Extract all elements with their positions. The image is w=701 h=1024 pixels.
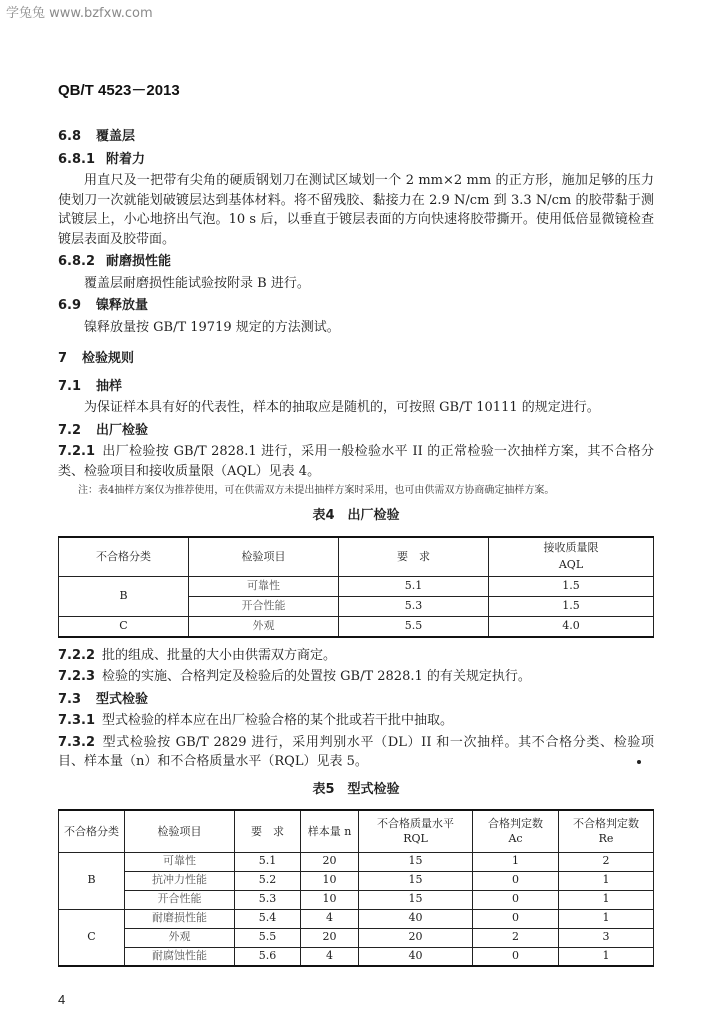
section-title: 耐磨损性能 bbox=[106, 254, 172, 269]
column-header bbox=[489, 537, 654, 577]
column-header: 不合格分类 bbox=[59, 537, 189, 577]
header-line: 不合格判定数 bbox=[573, 816, 639, 830]
table-cell: 可靠性 bbox=[125, 852, 235, 871]
paragraph bbox=[58, 733, 654, 772]
clause-number: 7.2.2 bbox=[58, 647, 96, 663]
table-cell: 5.6 bbox=[235, 947, 301, 966]
table-cell: 1 bbox=[559, 890, 654, 909]
table-note: 注：表4抽样方案仅为推荐使用，可在供需双方未提出抽样方案时采用，也可由供需双方协商确定抽样方案。 bbox=[78, 485, 555, 496]
table-cell: 5.2 bbox=[235, 871, 301, 890]
table-cell: 开合性能 bbox=[189, 597, 339, 617]
paragraph bbox=[58, 667, 654, 687]
section-heading bbox=[58, 127, 654, 147]
table-header-row bbox=[59, 810, 654, 852]
table-cell: 15 bbox=[359, 852, 473, 871]
table-cell: C bbox=[59, 617, 189, 637]
table-cell: 10 bbox=[301, 871, 359, 890]
header-line: RQL bbox=[403, 832, 428, 846]
page-number: 4 bbox=[58, 992, 66, 1007]
section-number: 7.1 bbox=[58, 378, 82, 394]
clause-text: 出厂检验按 GB/T 2828.1 进行，采用一般检验水平 II 的正常检验一次抽样方案，其不合格分类、检验项目和接收质量限（AQL）见表 4。 bbox=[58, 444, 654, 479]
table4 bbox=[58, 536, 654, 638]
column-header: 要 求 bbox=[235, 810, 301, 852]
table-cell: 开合性能 bbox=[125, 890, 235, 909]
header-line: 接收质量限 bbox=[543, 541, 599, 555]
clause-text: 型式检验按 GB/T 2829 进行，采用判别水平（DL）II 和一次抽样。其不合格分类、检验项目、样本量（n）和不合格质量水平（RQL）见表 5。 bbox=[58, 734, 654, 769]
section-title: 覆盖层 bbox=[96, 129, 136, 144]
section-title: 抽样 bbox=[96, 378, 123, 394]
table-cell: 1 bbox=[559, 871, 654, 890]
table-cell: 10 bbox=[301, 890, 359, 909]
table-row bbox=[59, 577, 654, 597]
table-cell: 5.5 bbox=[235, 928, 301, 947]
stray-mark bbox=[637, 760, 641, 764]
table4-title: 表4 出厂检验 bbox=[312, 508, 400, 523]
table-row bbox=[59, 890, 654, 909]
table-cell: 4 bbox=[301, 909, 359, 928]
table-row bbox=[59, 928, 654, 947]
section-number: 6.8.2 bbox=[58, 254, 96, 269]
table-row bbox=[59, 909, 654, 928]
column-header: 不合格分类 bbox=[59, 810, 125, 852]
paragraph: 为保证样本具有好的代表性，样本的抽取应是随机的，可按照 GB/T 10111 的规定进行。 bbox=[84, 400, 600, 415]
table-cell: 20 bbox=[301, 852, 359, 871]
paragraph bbox=[58, 442, 654, 481]
column-header: 要 求 bbox=[339, 537, 489, 577]
clause-number: 7.2.3 bbox=[58, 669, 96, 684]
table-header-row bbox=[59, 537, 654, 577]
table-cell: 1.5 bbox=[489, 577, 654, 597]
section-heading bbox=[58, 296, 654, 316]
section-heading bbox=[58, 150, 654, 170]
table-cell: 15 bbox=[359, 871, 473, 890]
table-cell: 耐磨损性能 bbox=[125, 909, 235, 928]
table-cell: 5.3 bbox=[339, 597, 489, 617]
table-cell: 5.5 bbox=[339, 617, 489, 637]
table-cell: 抗冲力性能 bbox=[125, 871, 235, 890]
table-cell: B bbox=[59, 852, 125, 909]
table-cell: 2 bbox=[559, 852, 654, 871]
column-header: 检验项目 bbox=[189, 537, 339, 577]
table-cell: C bbox=[59, 909, 125, 966]
table-cell: 20 bbox=[359, 928, 473, 947]
section-number: 7.2 bbox=[58, 422, 82, 438]
table-cell: 耐腐蚀性能 bbox=[125, 947, 235, 966]
table-cell: 0 bbox=[473, 909, 559, 928]
column-header: 样本量 n bbox=[301, 810, 359, 852]
paragraph: 覆盖层耐磨损性能试验按附录 B 进行。 bbox=[84, 275, 310, 291]
clause-text: 检验的实施、合格判定及检验后的处置按 GB/T 2828.1 的有关规定执行。 bbox=[102, 669, 531, 684]
section-heading bbox=[58, 252, 654, 272]
table-cell: 0 bbox=[473, 890, 559, 909]
header-line: Ac bbox=[508, 832, 523, 846]
header-line: 不合格质量水平 bbox=[377, 816, 454, 830]
table-cell: 40 bbox=[359, 909, 473, 928]
table-cell: 5.1 bbox=[235, 852, 301, 871]
paragraph: 用直尺及一把带有尖角的硬质钢划刀在测试区域划一个 2 mm×2 mm 的正方形，施加足够的压力使划刀一次就能划破镀层达到基体材料。将不留残胶、黏接力在 2.9 N/cm 到 3.3 N/cm 的胶带黏于测试镀层上，小心地挤出气泡。10 s 后，以垂直于镀层表面的方向快速将胶带撕开。使用低倍显微镜检查镀层表面及胶带面。 bbox=[58, 173, 654, 247]
table-cell: 5.3 bbox=[235, 890, 301, 909]
table-cell: 5.1 bbox=[339, 577, 489, 597]
header-line: 合格判定数 bbox=[488, 816, 543, 830]
clause-text: 型式检验的样本应在出厂检验合格的某个批或若干批中抽取。 bbox=[102, 713, 454, 728]
column-header bbox=[559, 810, 654, 852]
table-row bbox=[59, 852, 654, 871]
table-cell: 外观 bbox=[189, 617, 339, 637]
table-cell: 0 bbox=[473, 947, 559, 966]
column-header bbox=[359, 810, 473, 852]
section-title: 附着力 bbox=[106, 151, 146, 167]
column-header: 检验项目 bbox=[125, 810, 235, 852]
clause-number: 7.2.1 bbox=[58, 444, 96, 459]
watermark: 学兔兔 www.bzfxw.com bbox=[6, 6, 153, 21]
paragraph bbox=[58, 711, 654, 731]
table-cell: 可靠性 bbox=[189, 577, 339, 597]
table-cell: 40 bbox=[359, 947, 473, 966]
table-cell: 2 bbox=[473, 928, 559, 947]
table-cell: 1 bbox=[559, 909, 654, 928]
table-cell: 5.4 bbox=[235, 909, 301, 928]
section-number: 6.8 bbox=[58, 129, 82, 144]
table-row bbox=[59, 871, 654, 890]
table-cell: B bbox=[59, 577, 189, 617]
table-cell: 1 bbox=[473, 852, 559, 871]
table-cell: 3 bbox=[559, 928, 654, 947]
section-number: 6.8.1 bbox=[58, 151, 96, 167]
paragraph bbox=[58, 646, 654, 666]
section-number: 7.3 bbox=[58, 691, 82, 707]
table-cell: 20 bbox=[301, 928, 359, 947]
table-cell: 15 bbox=[359, 890, 473, 909]
section-title: 检验规则 bbox=[82, 351, 135, 366]
table-cell: 1.5 bbox=[489, 597, 654, 617]
table-cell: 0 bbox=[473, 871, 559, 890]
table-row bbox=[59, 617, 654, 637]
section-heading bbox=[58, 421, 654, 441]
section-heading bbox=[58, 377, 654, 397]
header-line: AQL bbox=[558, 557, 584, 571]
clause-number: 7.3.1 bbox=[58, 713, 96, 728]
section-title: 型式检验 bbox=[96, 691, 149, 707]
clause-text: 批的组成、批量的大小由供需双方商定。 bbox=[102, 647, 337, 663]
table-cell: 4.0 bbox=[489, 617, 654, 637]
section-title: 镍释放量 bbox=[96, 298, 149, 313]
section-number: 6.9 bbox=[58, 298, 82, 313]
clause-number: 7.3.2 bbox=[58, 734, 96, 750]
table-cell: 4 bbox=[301, 947, 359, 966]
section-number: 7 bbox=[58, 351, 68, 366]
column-header bbox=[473, 810, 559, 852]
section-heading bbox=[58, 690, 654, 710]
page-content bbox=[58, 124, 654, 967]
section-title: 出厂检验 bbox=[96, 422, 149, 438]
document-number: QB/T 4523－2013 bbox=[58, 82, 180, 99]
table5-title: 表5 型式检验 bbox=[312, 781, 400, 797]
header-line: Re bbox=[598, 832, 614, 846]
paragraph: 镍释放量按 GB/T 19719 规定的方法测试。 bbox=[84, 319, 340, 335]
table-row bbox=[59, 947, 654, 966]
table5 bbox=[58, 809, 654, 967]
table-cell: 外观 bbox=[125, 928, 235, 947]
chapter-heading bbox=[58, 349, 654, 369]
table-cell: 1 bbox=[559, 947, 654, 966]
